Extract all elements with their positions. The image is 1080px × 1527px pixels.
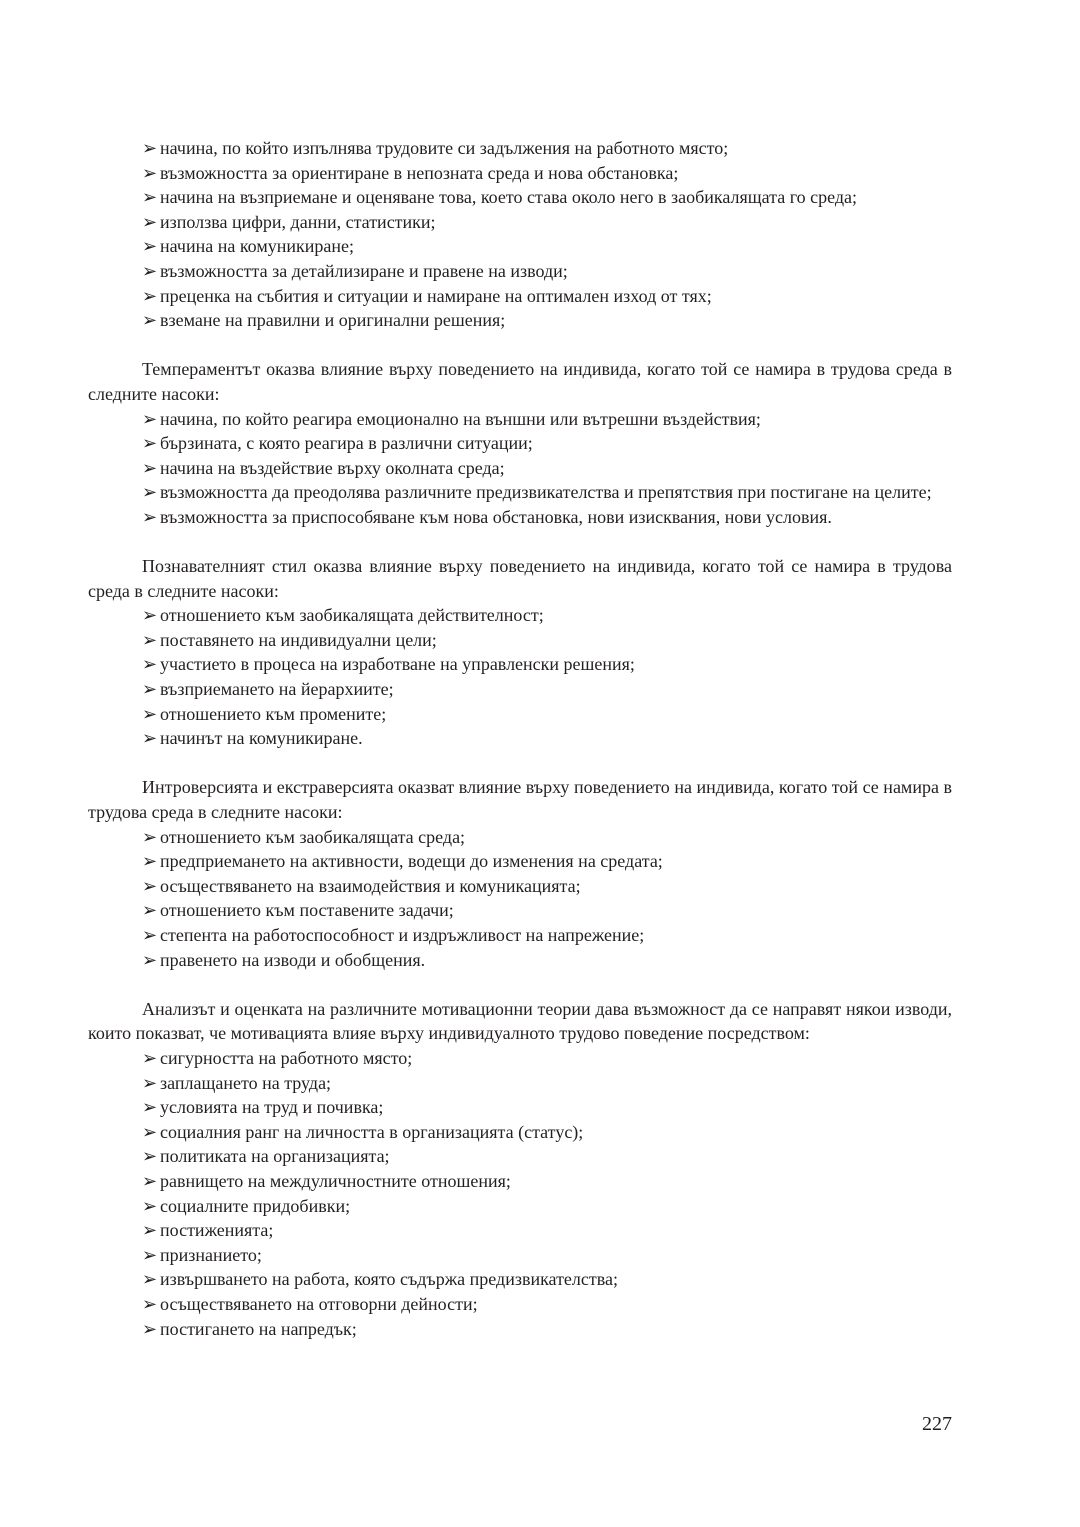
list-item	[88, 652, 952, 677]
list-item-text: възможността да преодолява различните предизвикателства и препятствия при постигане на целите;	[160, 482, 932, 503]
temperament-list	[88, 407, 952, 530]
arrow-bullet-icon: ➢	[142, 1195, 158, 1216]
list-item	[88, 284, 952, 309]
list-item-text: политиката на организацията;	[160, 1146, 390, 1167]
list-item	[88, 1317, 952, 1342]
arrow-bullet-icon: ➢	[142, 826, 158, 847]
arrow-bullet-icon: ➢	[142, 1097, 158, 1118]
arrow-bullet-icon: ➢	[142, 433, 158, 454]
page-number: 227	[922, 1413, 952, 1435]
list-item	[88, 726, 952, 751]
page-content	[88, 136, 952, 1341]
arrow-bullet-icon: ➢	[142, 703, 158, 724]
list-item-text: заплащането на труда;	[160, 1072, 332, 1093]
list-item-text: преценка на събития и ситуации и намиране на оптимален изход от тях;	[160, 285, 712, 306]
arrow-bullet-icon: ➢	[142, 900, 158, 921]
introversion-paragraph: Интроверсията и екстраверсията оказват влияние върху поведението на индивида, когато той се намира в трудова среда в следните насоки:	[88, 777, 952, 823]
list-item	[88, 505, 952, 530]
arrow-bullet-icon: ➢	[142, 949, 158, 970]
introversion-list	[88, 825, 952, 973]
list-item	[88, 898, 952, 923]
list-item-text: предприемането на активности, водещи до изменения на средата;	[160, 851, 663, 872]
arrow-bullet-icon: ➢	[142, 629, 158, 650]
list-item-text: възможността за детайлизиране и правене на изводи;	[160, 260, 568, 281]
list-item-text: отношението към промените;	[160, 703, 387, 724]
list-item	[88, 136, 952, 161]
arrow-bullet-icon: ➢	[142, 1170, 158, 1191]
list-item-text: поставянето на индивидуални цели;	[160, 629, 437, 650]
list-item	[88, 1194, 952, 1219]
arrow-bullet-icon: ➢	[142, 187, 158, 208]
arrow-bullet-icon: ➢	[142, 1269, 158, 1290]
arrow-bullet-icon: ➢	[142, 1293, 158, 1314]
list-item-text: начинът на комуникиране.	[160, 728, 363, 749]
list-item	[88, 1169, 952, 1194]
list-item	[88, 1120, 952, 1145]
arrow-bullet-icon: ➢	[142, 605, 158, 626]
arrow-bullet-icon: ➢	[142, 1220, 158, 1241]
list-item-text: използва цифри, данни, статистики;	[160, 211, 436, 232]
arrow-bullet-icon: ➢	[142, 408, 158, 429]
list-item	[88, 1267, 952, 1292]
list-item-text: постигането на напредък;	[160, 1318, 357, 1339]
list-item-text: извършването на работа, която съдържа предизвикателства;	[160, 1269, 619, 1290]
arrow-bullet-icon: ➢	[142, 654, 158, 675]
arrow-bullet-icon: ➢	[142, 1047, 158, 1068]
list-item-text: участието в процеса на изработване на управленски решения;	[160, 654, 635, 675]
list-item-text: осъществяването на отговорни дейности;	[160, 1293, 478, 1314]
list-item	[88, 234, 952, 259]
list-item	[88, 161, 952, 186]
paragraph-gap	[88, 530, 952, 555]
list-item-text: вземане на правилни и оригинални решения;	[160, 310, 506, 331]
arrow-bullet-icon: ➢	[142, 1072, 158, 1093]
list-item	[88, 185, 952, 210]
list-item	[88, 628, 952, 653]
list-item	[88, 1071, 952, 1096]
list-item	[88, 407, 952, 432]
list-item-text: начина, по който реагира емоционално на външни или вътрешни въздействия;	[160, 408, 761, 429]
cognitive-aspects-list	[88, 136, 952, 333]
list-item-text: социалните придобивки;	[160, 1195, 351, 1216]
list-item-text: отношението към заобикалящата действителност;	[160, 605, 544, 626]
list-item	[88, 1144, 952, 1169]
list-item	[88, 480, 952, 505]
list-item-text: степента на работоспособност и издръжливост на напрежение;	[160, 925, 645, 945]
list-item-text: възможността за приспособяване към нова обстановка, нови изисквания, нови условия.	[160, 506, 832, 527]
arrow-bullet-icon: ➢	[142, 925, 158, 945]
list-item-text: условията на труд и почивка;	[160, 1097, 384, 1118]
arrow-bullet-icon: ➢	[142, 138, 158, 158]
list-item	[88, 677, 952, 702]
list-item-text: постиженията;	[160, 1220, 274, 1241]
arrow-bullet-icon: ➢	[142, 1244, 158, 1265]
list-item-text: отношението към поставените задачи;	[160, 900, 454, 921]
cognitive-style-paragraph: Познавателният стил оказва влияние върху поведението на индивида, когато той се намира в трудова среда в следните насоки:	[88, 556, 952, 601]
arrow-bullet-icon: ➢	[142, 457, 158, 478]
list-item	[88, 431, 952, 456]
list-item	[88, 1095, 952, 1120]
arrow-bullet-icon: ➢	[142, 482, 158, 503]
list-item-text: начина, по който изпълнява трудовите си задължения на работното място;	[160, 138, 729, 158]
paragraph-gap	[88, 751, 952, 776]
list-item-text: осъществяването на взаимодействия и комуникацията;	[160, 875, 581, 896]
list-item-text: начина на въздействие върху околната среда;	[160, 457, 505, 478]
arrow-bullet-icon: ➢	[142, 506, 158, 527]
arrow-bullet-icon: ➢	[142, 875, 158, 896]
arrow-bullet-icon: ➢	[142, 285, 158, 306]
temperament-paragraph: Темпераментът оказва влияние върху поведението на индивида, когато той се намира в трудова среда в следните насоки:	[88, 359, 952, 404]
arrow-bullet-icon: ➢	[142, 310, 158, 331]
list-item	[88, 849, 952, 874]
list-item	[88, 210, 952, 235]
list-item	[88, 308, 952, 333]
list-item	[88, 1243, 952, 1268]
paragraph-gap	[88, 972, 952, 997]
list-item-text: признанието;	[160, 1244, 262, 1265]
list-item-text: възприемането на йерархиите;	[160, 679, 394, 700]
list-item	[88, 1292, 952, 1317]
list-item	[88, 825, 952, 850]
motivation-list	[88, 1046, 952, 1341]
arrow-bullet-icon: ➢	[142, 728, 158, 749]
list-item-text: равнището на междуличностните отношения;	[160, 1170, 511, 1191]
list-item-text: правенето на изводи и обобщения.	[160, 949, 426, 970]
arrow-bullet-icon: ➢	[142, 236, 158, 257]
list-item-text: начина на възприемане и оценяване това, което става около него в заобикалящата го среда;	[160, 187, 858, 208]
list-item-text: сигурността на работното място;	[160, 1047, 413, 1068]
arrow-bullet-icon: ➢	[142, 851, 158, 872]
motivation-paragraph: Анализът и оценката на различните мотивационни теории дава възможност да се направят някои изводи, които показват, че мотивацията влияе върху индивидуалното трудово поведение посредством:	[88, 998, 952, 1044]
list-item-text: възможността за ориентиране в непозната среда и нова обстановка;	[160, 162, 679, 183]
arrow-bullet-icon: ➢	[142, 679, 158, 700]
cognitive-style-list	[88, 603, 952, 751]
paragraph-gap	[88, 333, 952, 358]
list-item	[88, 923, 952, 948]
list-item	[88, 874, 952, 899]
list-item	[88, 1218, 952, 1243]
list-item	[88, 1046, 952, 1071]
list-item	[88, 259, 952, 284]
arrow-bullet-icon: ➢	[142, 260, 158, 281]
list-item	[88, 603, 952, 628]
arrow-bullet-icon: ➢	[142, 162, 158, 183]
list-item	[88, 702, 952, 727]
list-item-text: бързината, с която реагира в различни ситуации;	[160, 433, 533, 454]
arrow-bullet-icon: ➢	[142, 1318, 158, 1339]
list-item	[88, 456, 952, 481]
list-item	[88, 948, 952, 973]
list-item-text: начина на комуникиране;	[160, 236, 354, 257]
arrow-bullet-icon: ➢	[142, 1146, 158, 1167]
list-item-text: социалния ранг на личността в организацията (статус);	[160, 1121, 584, 1142]
arrow-bullet-icon: ➢	[142, 1121, 158, 1142]
list-item-text: отношението към заобикалящата среда;	[160, 826, 466, 847]
arrow-bullet-icon: ➢	[142, 211, 158, 232]
